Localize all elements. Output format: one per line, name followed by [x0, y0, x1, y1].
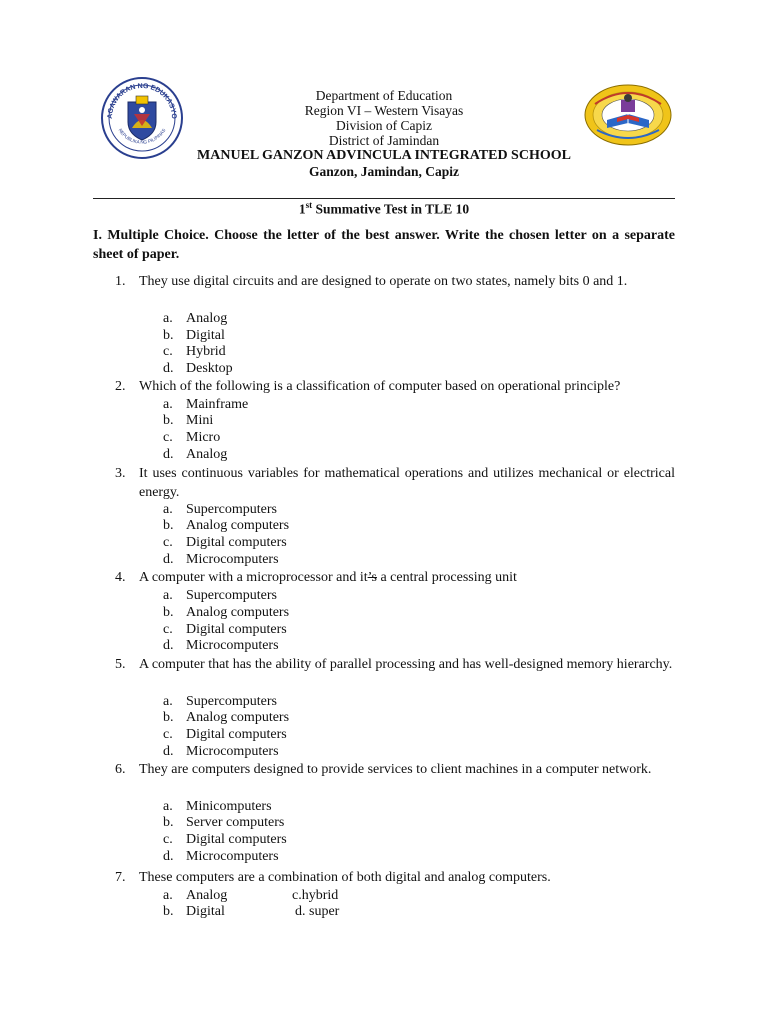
seal-bottom-text: REPUBLIKA NG PILIPINAS	[117, 127, 167, 145]
school-address: Ganzon, Jamindan, Capiz	[308, 164, 460, 179]
question-number: 7.	[115, 870, 126, 885]
test-title	[0, 200, 768, 218]
title-number: 1	[298, 201, 306, 217]
question-text: These computers are a combination of both digital and analog computers.	[139, 870, 551, 885]
option: d. super	[295, 904, 340, 919]
question-3	[115, 464, 675, 502]
question-text: Which of the following is a classification of computer based on operational principle?	[139, 379, 621, 394]
header-divider	[93, 198, 675, 199]
instructions: I. Multiple Choice. Choose the letter of the best answer. Write the chosen letter on a separate sheet of paper.	[93, 228, 675, 262]
title-text: Summative Test in TLE 10	[312, 201, 470, 217]
district-line: District of Jamindan	[328, 133, 440, 148]
question-7	[115, 868, 675, 887]
question-2	[115, 377, 675, 396]
question-text: It uses continuous variables for mathematical operations and utilizes mechanical or electrical energy.	[139, 466, 675, 500]
question-6	[115, 760, 675, 779]
question-number: 1.	[115, 274, 126, 289]
question-number: 6.	[115, 762, 126, 777]
question-5	[115, 655, 675, 674]
question-number: 3.	[115, 466, 126, 481]
option: c.hybrid	[292, 888, 339, 903]
title-ordinal-suffix: st	[305, 200, 313, 210]
seal-ring-text: AGAWARAN NG EDUKASYO	[106, 82, 178, 120]
question-number: 5.	[115, 657, 126, 672]
department-line: Department of Education	[315, 88, 453, 103]
question-text: A computer that has the ability of parallel processing and has well-designed memory hierarchy.	[139, 657, 673, 672]
question-number: 4.	[115, 570, 126, 585]
question-number: 2.	[115, 379, 126, 394]
question-text: They are computers designed to provide services to client machines in a computer network.	[139, 762, 652, 777]
region-line: Region VI – Western Visayas	[304, 103, 464, 118]
question-1	[115, 272, 675, 291]
struck-text: ’s	[367, 570, 377, 585]
question-4	[115, 568, 675, 587]
question-text: They use digital circuits and are designed to operate on two states, namely bits 0 and 1.	[139, 274, 628, 289]
school-name: MANUEL GANZON ADVINCULA INTEGRATED SCHOOL	[197, 148, 571, 163]
division-line: Division of Capiz	[336, 118, 432, 133]
question-text: A computer with a microprocessor and it’s a central processing unit	[139, 570, 517, 585]
